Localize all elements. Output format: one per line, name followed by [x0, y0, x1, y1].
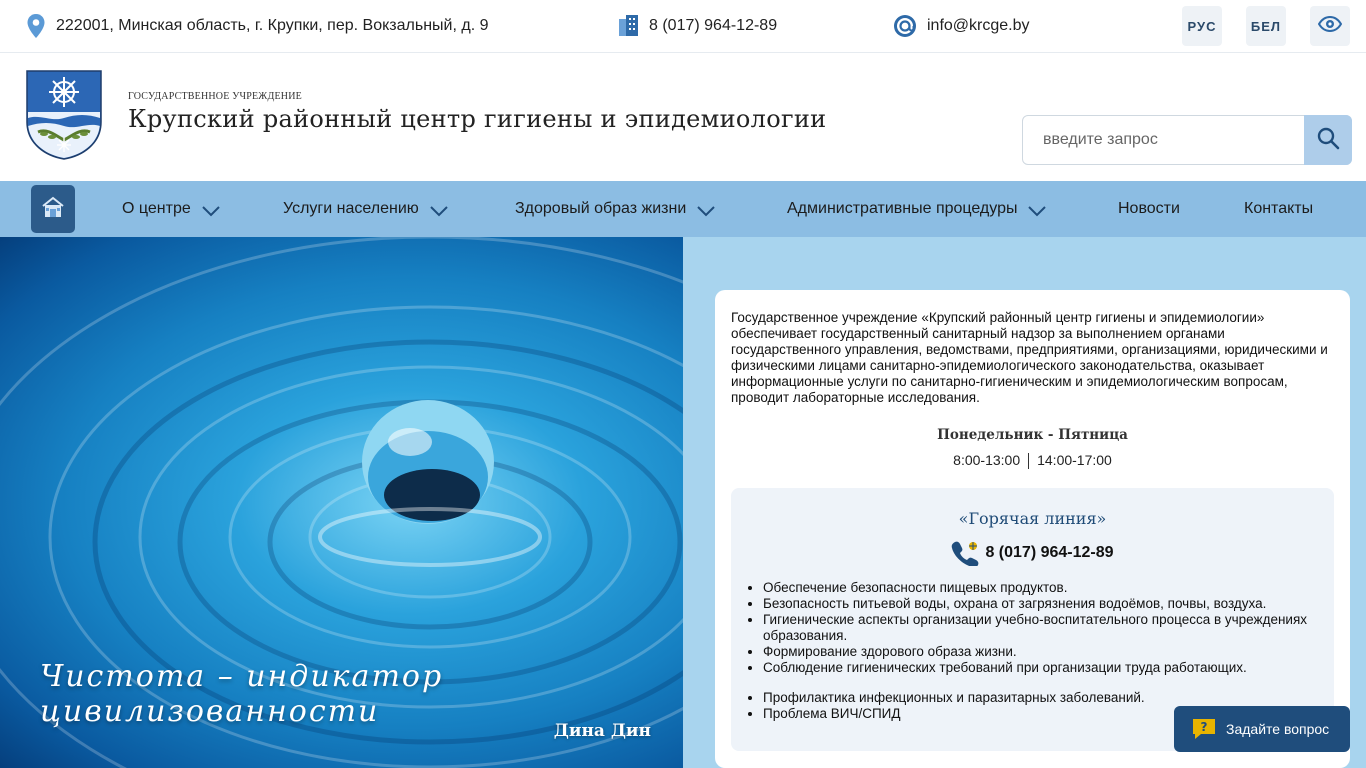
hero-quote-author: Дина Дин	[553, 721, 651, 741]
chevron-down-icon	[1027, 205, 1047, 217]
hours-divider	[1028, 453, 1029, 469]
nav-item-label: Здоровый образ жизни	[515, 200, 687, 217]
phone-block[interactable]	[619, 0, 777, 52]
search-box	[1022, 115, 1352, 165]
nav-item-about[interactable]	[122, 181, 221, 237]
eye-icon	[1318, 16, 1342, 37]
ask-question-label: Задайте вопрос	[1226, 721, 1330, 737]
info-card	[715, 290, 1350, 768]
nav-item-healthy-lifestyle[interactable]	[515, 181, 716, 237]
working-days: Понедельник - Пятница	[937, 427, 1128, 443]
email-text: info@krcge.by	[927, 17, 1030, 34]
phone-icon	[951, 540, 979, 566]
list-item: • Формирование здорового образа жизни.	[763, 644, 1323, 660]
lang-ru-button[interactable]: РУС	[1182, 6, 1222, 46]
top-bar	[0, 0, 1366, 53]
working-hours	[715, 452, 1350, 469]
nav-item-contacts[interactable]	[1244, 181, 1313, 237]
list-item: • Гигиенические аспекты организации учебно-воспитательного процесса в учреждениях образования.	[763, 612, 1323, 644]
nav-item-label: Контакты	[1244, 200, 1314, 217]
email-block[interactable]	[893, 0, 1030, 52]
chevron-down-icon	[696, 205, 716, 217]
hours-morning: 8:00-13:00	[953, 452, 1021, 468]
list-item: • Профилактика инфекционных и паразитарных заболеваний.	[763, 690, 1323, 706]
home-icon	[41, 196, 65, 223]
nav-item-services[interactable]	[283, 181, 449, 237]
phone-building-icon	[619, 15, 639, 37]
home-button[interactable]	[31, 185, 75, 233]
ask-question-button[interactable]	[1174, 706, 1350, 752]
nav-item-news[interactable]	[1118, 181, 1180, 237]
search-input[interactable]	[1023, 116, 1303, 164]
list-item: • Соблюдение гигиенических требований при организации труда работающих.	[763, 660, 1323, 676]
list-item: • Безопасность питьевой воды, охрана от загрязнения водоёмов, почвы, воздуха.	[763, 596, 1323, 612]
site-title[interactable]: Крупский районный центр гигиены и эпидемиологии	[128, 105, 827, 133]
hotline-topics-list	[763, 580, 1323, 676]
question-bubble-icon	[1192, 718, 1216, 740]
svg-text:?: ?	[1200, 720, 1208, 734]
nav-item-label: О центре	[122, 200, 191, 217]
address-text: 222001, Минская область, г. Крупки, пер. Вокзальный, д. 9	[56, 17, 489, 34]
org-subtitle: ГОСУДАРСТВЕННОЕ УЧРЕЖДЕНИЕ	[128, 91, 302, 102]
intro-text: Государственное учреждение «Крупский районный центр гигиены и эпидемиологии» обеспечивает государственный санитарный надзор за выполнением органами государственного управления, ведомствами, предприятиями, организациями, юридическими и физическими лицами санитарно-эпидемиологического законодательства, оказывает информационные услуги по санитарно-гигиеническим и эпидемиологическим вопросам, проводит лабораторные исследования.	[731, 310, 1328, 405]
phone-text: 8 (017) 964-12-89	[649, 17, 778, 34]
chevron-down-icon	[201, 205, 221, 217]
nav-item-label: Услуги населению	[283, 200, 419, 217]
chevron-down-icon	[429, 205, 449, 217]
search-button[interactable]	[1304, 115, 1352, 165]
hotline-phone-number: 8 (017) 964-12-89	[985, 544, 1114, 561]
location-pin-icon	[26, 13, 46, 39]
hotline-title: «Горячая линия»	[958, 509, 1107, 528]
list-item: • Проблема ВИЧ/СПИД	[763, 706, 1323, 722]
nav-item-label: Новости	[1118, 200, 1180, 217]
hero-quote: Чистота – индикатор цивилизованности	[40, 659, 444, 729]
hotline-phone[interactable]	[731, 540, 1334, 566]
hours-afternoon: 14:00-17:00	[1037, 452, 1112, 468]
hero-water-image	[0, 237, 683, 768]
list-item: • Обеспечение безопасности пищевых продуктов.	[763, 580, 1323, 596]
accessibility-button[interactable]	[1310, 6, 1350, 46]
main-nav	[0, 181, 1366, 237]
at-sign-icon	[893, 14, 917, 38]
nav-item-admin-procedures[interactable]	[787, 181, 1047, 237]
nav-item-label: Административные процедуры	[787, 200, 1018, 217]
address-block	[26, 0, 488, 52]
site-header	[0, 53, 1366, 181]
lang-by-button[interactable]: БЕЛ	[1246, 6, 1286, 46]
search-icon	[1316, 126, 1340, 155]
coat-of-arms-logo[interactable]	[26, 70, 102, 160]
